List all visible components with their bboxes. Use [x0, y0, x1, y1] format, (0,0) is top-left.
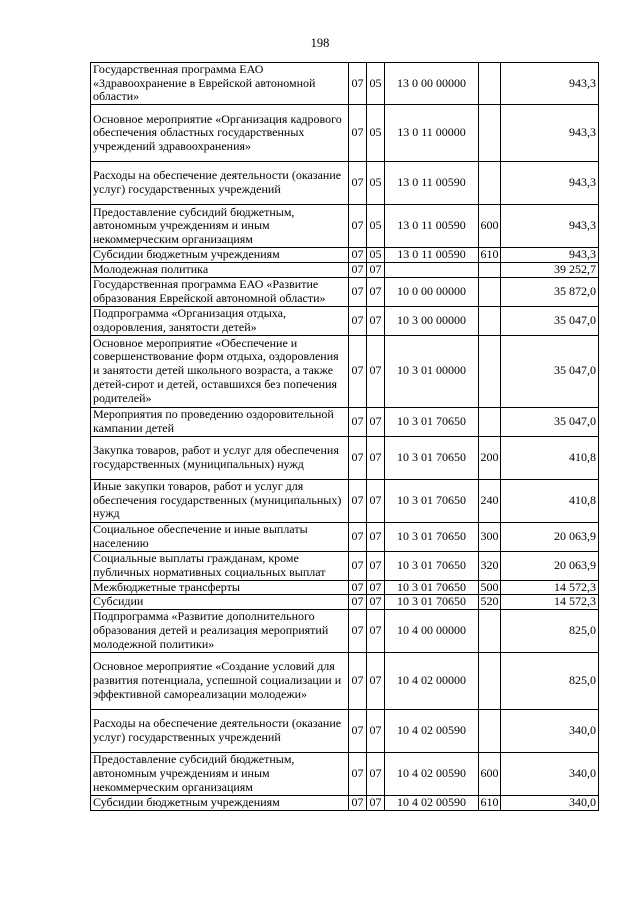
table-row: [91, 551, 599, 580]
row-amount: 943,3: [501, 205, 599, 248]
row-name: Расходы на обеспечение деятельности (оказание услуг) государственных учреждений: [91, 162, 349, 205]
row-expense-type-code: [479, 277, 501, 306]
row-amount: 943,3: [501, 63, 599, 105]
row-subsection-code: 07: [367, 407, 385, 436]
row-subsection-code: 07: [367, 306, 385, 335]
table-row: [91, 580, 599, 595]
table-row: [91, 436, 599, 479]
row-section-code: 07: [349, 262, 367, 277]
table-row: [91, 306, 599, 335]
table-row: [91, 248, 599, 263]
row-target-article-code: 10 3 01 70650: [385, 407, 479, 436]
row-section-code: 07: [349, 436, 367, 479]
table-row: [91, 652, 599, 709]
row-expense-type-code: [479, 652, 501, 709]
budget-table: [90, 62, 599, 811]
row-section-code: 07: [349, 105, 367, 162]
row-name: Закупка товаров, работ и услуг для обеспечения государственных (муниципальных) нужд: [91, 436, 349, 479]
row-subsection-code: 07: [367, 580, 385, 595]
row-target-article-code: 10 3 01 70650: [385, 580, 479, 595]
table-row: [91, 205, 599, 248]
row-target-article-code: 10 4 02 00590: [385, 752, 479, 795]
row-subsection-code: 07: [367, 522, 385, 551]
table-row: [91, 335, 599, 407]
row-target-article-code: 13 0 11 00590: [385, 162, 479, 205]
row-subsection-code: 05: [367, 205, 385, 248]
row-name: Социальное обеспечение и иные выплаты населению: [91, 522, 349, 551]
row-amount: 825,0: [501, 652, 599, 709]
row-target-article-code: 13 0 11 00000: [385, 105, 479, 162]
table-row: [91, 595, 599, 610]
table-row: [91, 277, 599, 306]
row-amount: 14 572,3: [501, 580, 599, 595]
row-subsection-code: 07: [367, 277, 385, 306]
row-amount: 35 047,0: [501, 306, 599, 335]
row-amount: 20 063,9: [501, 551, 599, 580]
row-name: Мероприятия по проведению оздоровительной кампании детей: [91, 407, 349, 436]
row-amount: 943,3: [501, 105, 599, 162]
row-section-code: 07: [349, 248, 367, 263]
row-expense-type-code: [479, 262, 501, 277]
row-amount: 35 047,0: [501, 335, 599, 407]
row-target-article-code: 10 3 01 70650: [385, 551, 479, 580]
row-target-article-code: 10 3 01 00000: [385, 335, 479, 407]
row-name: Подпрограмма «Развитие дополнительного образования детей и реализация мероприятий молодежной политики»: [91, 609, 349, 652]
row-name: Государственная программа ЕАО «Здравоохранение в Еврейской автономной области»: [91, 63, 349, 105]
row-expense-type-code: 600: [479, 752, 501, 795]
row-subsection-code: 05: [367, 162, 385, 205]
row-expense-type-code: 610: [480, 247, 499, 262]
row-section-code: 07: [349, 522, 367, 551]
row-subsection-code: 07: [367, 795, 385, 810]
row-section-code: 07: [349, 551, 367, 580]
row-subsection-code: 07: [367, 335, 385, 407]
budget-table-body: [91, 63, 599, 811]
row-expense-type-code: 520: [480, 594, 499, 609]
row-subsection-code: 07: [367, 752, 385, 795]
row-expense-type-code: 600: [479, 205, 501, 248]
row-amount: 943,3: [501, 248, 599, 263]
row-amount: 340,0: [501, 752, 599, 795]
row-name: Субсидии: [91, 595, 349, 610]
row-section-code: 07: [349, 277, 367, 306]
row-amount: 410,8: [501, 479, 599, 522]
row-target-article-code: 10 3 00 00000: [385, 306, 479, 335]
row-expense-type-code: [479, 335, 501, 407]
table-row: [91, 63, 599, 105]
row-expense-type-code: 320: [479, 551, 501, 580]
row-expense-type-code: 200: [479, 436, 501, 479]
row-section-code: 07: [349, 407, 367, 436]
row-amount: 340,0: [501, 709, 599, 752]
row-target-article-code: 10 4 02 00590: [385, 709, 479, 752]
table-row: [91, 609, 599, 652]
row-name: Иные закупки товаров, работ и услуг для обеспечения государственных (муниципальных) нужд: [91, 479, 349, 522]
row-subsection-code: 07: [367, 652, 385, 709]
row-subsection-code: 07: [367, 436, 385, 479]
row-subsection-code: 07: [367, 262, 385, 277]
row-expense-type-code: [479, 306, 501, 335]
row-target-article-code: 10 4 02 00590: [385, 795, 479, 810]
table-row: [91, 262, 599, 277]
row-subsection-code: 07: [367, 709, 385, 752]
row-name: Подпрограмма «Организация отдыха, оздоровления, занятости детей»: [91, 306, 349, 335]
row-target-article-code: 10 3 01 70650: [385, 436, 479, 479]
row-expense-type-code: [479, 407, 501, 436]
row-target-article-code: 10 3 01 70650: [385, 595, 479, 610]
row-subsection-code: 07: [367, 479, 385, 522]
row-target-article-code: [385, 262, 479, 277]
row-amount: 39 252,7: [501, 262, 599, 277]
row-amount: 35 047,0: [501, 407, 599, 436]
row-name: Социальные выплаты гражданам, кроме публичных нормативных социальных выплат: [91, 551, 349, 580]
row-amount: 35 872,0: [501, 277, 599, 306]
row-name: Основное мероприятие «Создание условий для развития потенциала, успешной социализации и эффективной самореализации молодежи»: [91, 652, 349, 709]
row-target-article-code: 13 0 00 00000: [385, 63, 479, 105]
row-name: Основное мероприятие «Обеспечение и совершенствование форм отдыха, оздоровления и занятости детей школьного возраста, а также детей-сирот и детей, оставшихся без попечения родителей»: [91, 335, 349, 407]
row-section-code: 07: [349, 205, 367, 248]
row-target-article-code: 13 0 11 00590: [385, 248, 479, 263]
row-subsection-code: 05: [367, 63, 385, 105]
table-row: [91, 479, 599, 522]
row-amount: 20 063,9: [501, 522, 599, 551]
row-name: Субсидии бюджетным учреждениям: [91, 248, 349, 263]
table-row: [91, 407, 599, 436]
row-name: Основное мероприятие «Организация кадрового обеспечения областных государственных учреждений здравоохранения»: [91, 105, 349, 162]
row-target-article-code: 10 3 01 70650: [385, 479, 479, 522]
table-row: [91, 795, 599, 810]
row-subsection-code: 05: [367, 105, 385, 162]
page-number: 198: [310, 36, 330, 50]
row-expense-type-code: 500: [480, 579, 499, 594]
row-amount: 340,0: [501, 795, 599, 810]
row-section-code: 07: [349, 162, 367, 205]
row-expense-type-code: [479, 709, 501, 752]
table-row: [91, 105, 599, 162]
row-name: Межбюджетные трансферты: [91, 580, 349, 595]
row-name: Молодежная политика: [91, 262, 349, 277]
row-section-code: 07: [349, 609, 367, 652]
row-expense-type-code: [479, 609, 501, 652]
row-expense-type-code: 300: [479, 522, 501, 551]
table-row: [91, 162, 599, 205]
row-section-code: 07: [349, 335, 367, 407]
row-section-code: 07: [349, 595, 367, 610]
row-section-code: 07: [349, 306, 367, 335]
row-amount: 14 572,3: [501, 595, 599, 610]
row-target-article-code: 13 0 11 00590: [385, 205, 479, 248]
row-name: Предоставление субсидий бюджетным, автономным учреждениям и иным некоммерческим организациям: [91, 752, 349, 795]
row-target-article-code: 10 4 02 00000: [385, 652, 479, 709]
row-name: Расходы на обеспечение деятельности (оказание услуг) государственных учреждений: [91, 709, 349, 752]
row-subsection-code: 07: [367, 609, 385, 652]
row-target-article-code: 10 3 01 70650: [385, 522, 479, 551]
row-section-code: 07: [349, 752, 367, 795]
row-expense-type-code: 240: [479, 479, 501, 522]
row-target-article-code: 10 0 00 00000: [385, 277, 479, 306]
row-expense-type-code: [479, 162, 501, 205]
row-amount: 410,8: [501, 436, 599, 479]
row-amount: 943,3: [501, 162, 599, 205]
row-section-code: 07: [349, 580, 367, 595]
row-name: Субсидии бюджетным учреждениям: [91, 795, 349, 810]
row-section-code: 07: [349, 709, 367, 752]
row-expense-type-code: [479, 63, 501, 105]
row-section-code: 07: [349, 479, 367, 522]
row-expense-type-code: 610: [480, 794, 499, 809]
row-section-code: 07: [349, 63, 367, 105]
row-expense-type-code: [479, 105, 501, 162]
table-row: [91, 709, 599, 752]
row-subsection-code: 05: [367, 248, 385, 263]
row-name: Предоставление субсидий бюджетным, автономным учреждениям и иным некоммерческим организациям: [91, 205, 349, 248]
table-row: [91, 752, 599, 795]
row-target-article-code: 10 4 00 00000: [385, 609, 479, 652]
row-amount: 825,0: [501, 609, 599, 652]
row-name: Государственная программа ЕАО «Развитие образования Еврейской автономной области»: [91, 277, 349, 306]
row-section-code: 07: [349, 652, 367, 709]
table-row: [91, 522, 599, 551]
row-section-code: 07: [349, 795, 367, 810]
row-subsection-code: 07: [367, 551, 385, 580]
row-subsection-code: 07: [367, 595, 385, 610]
